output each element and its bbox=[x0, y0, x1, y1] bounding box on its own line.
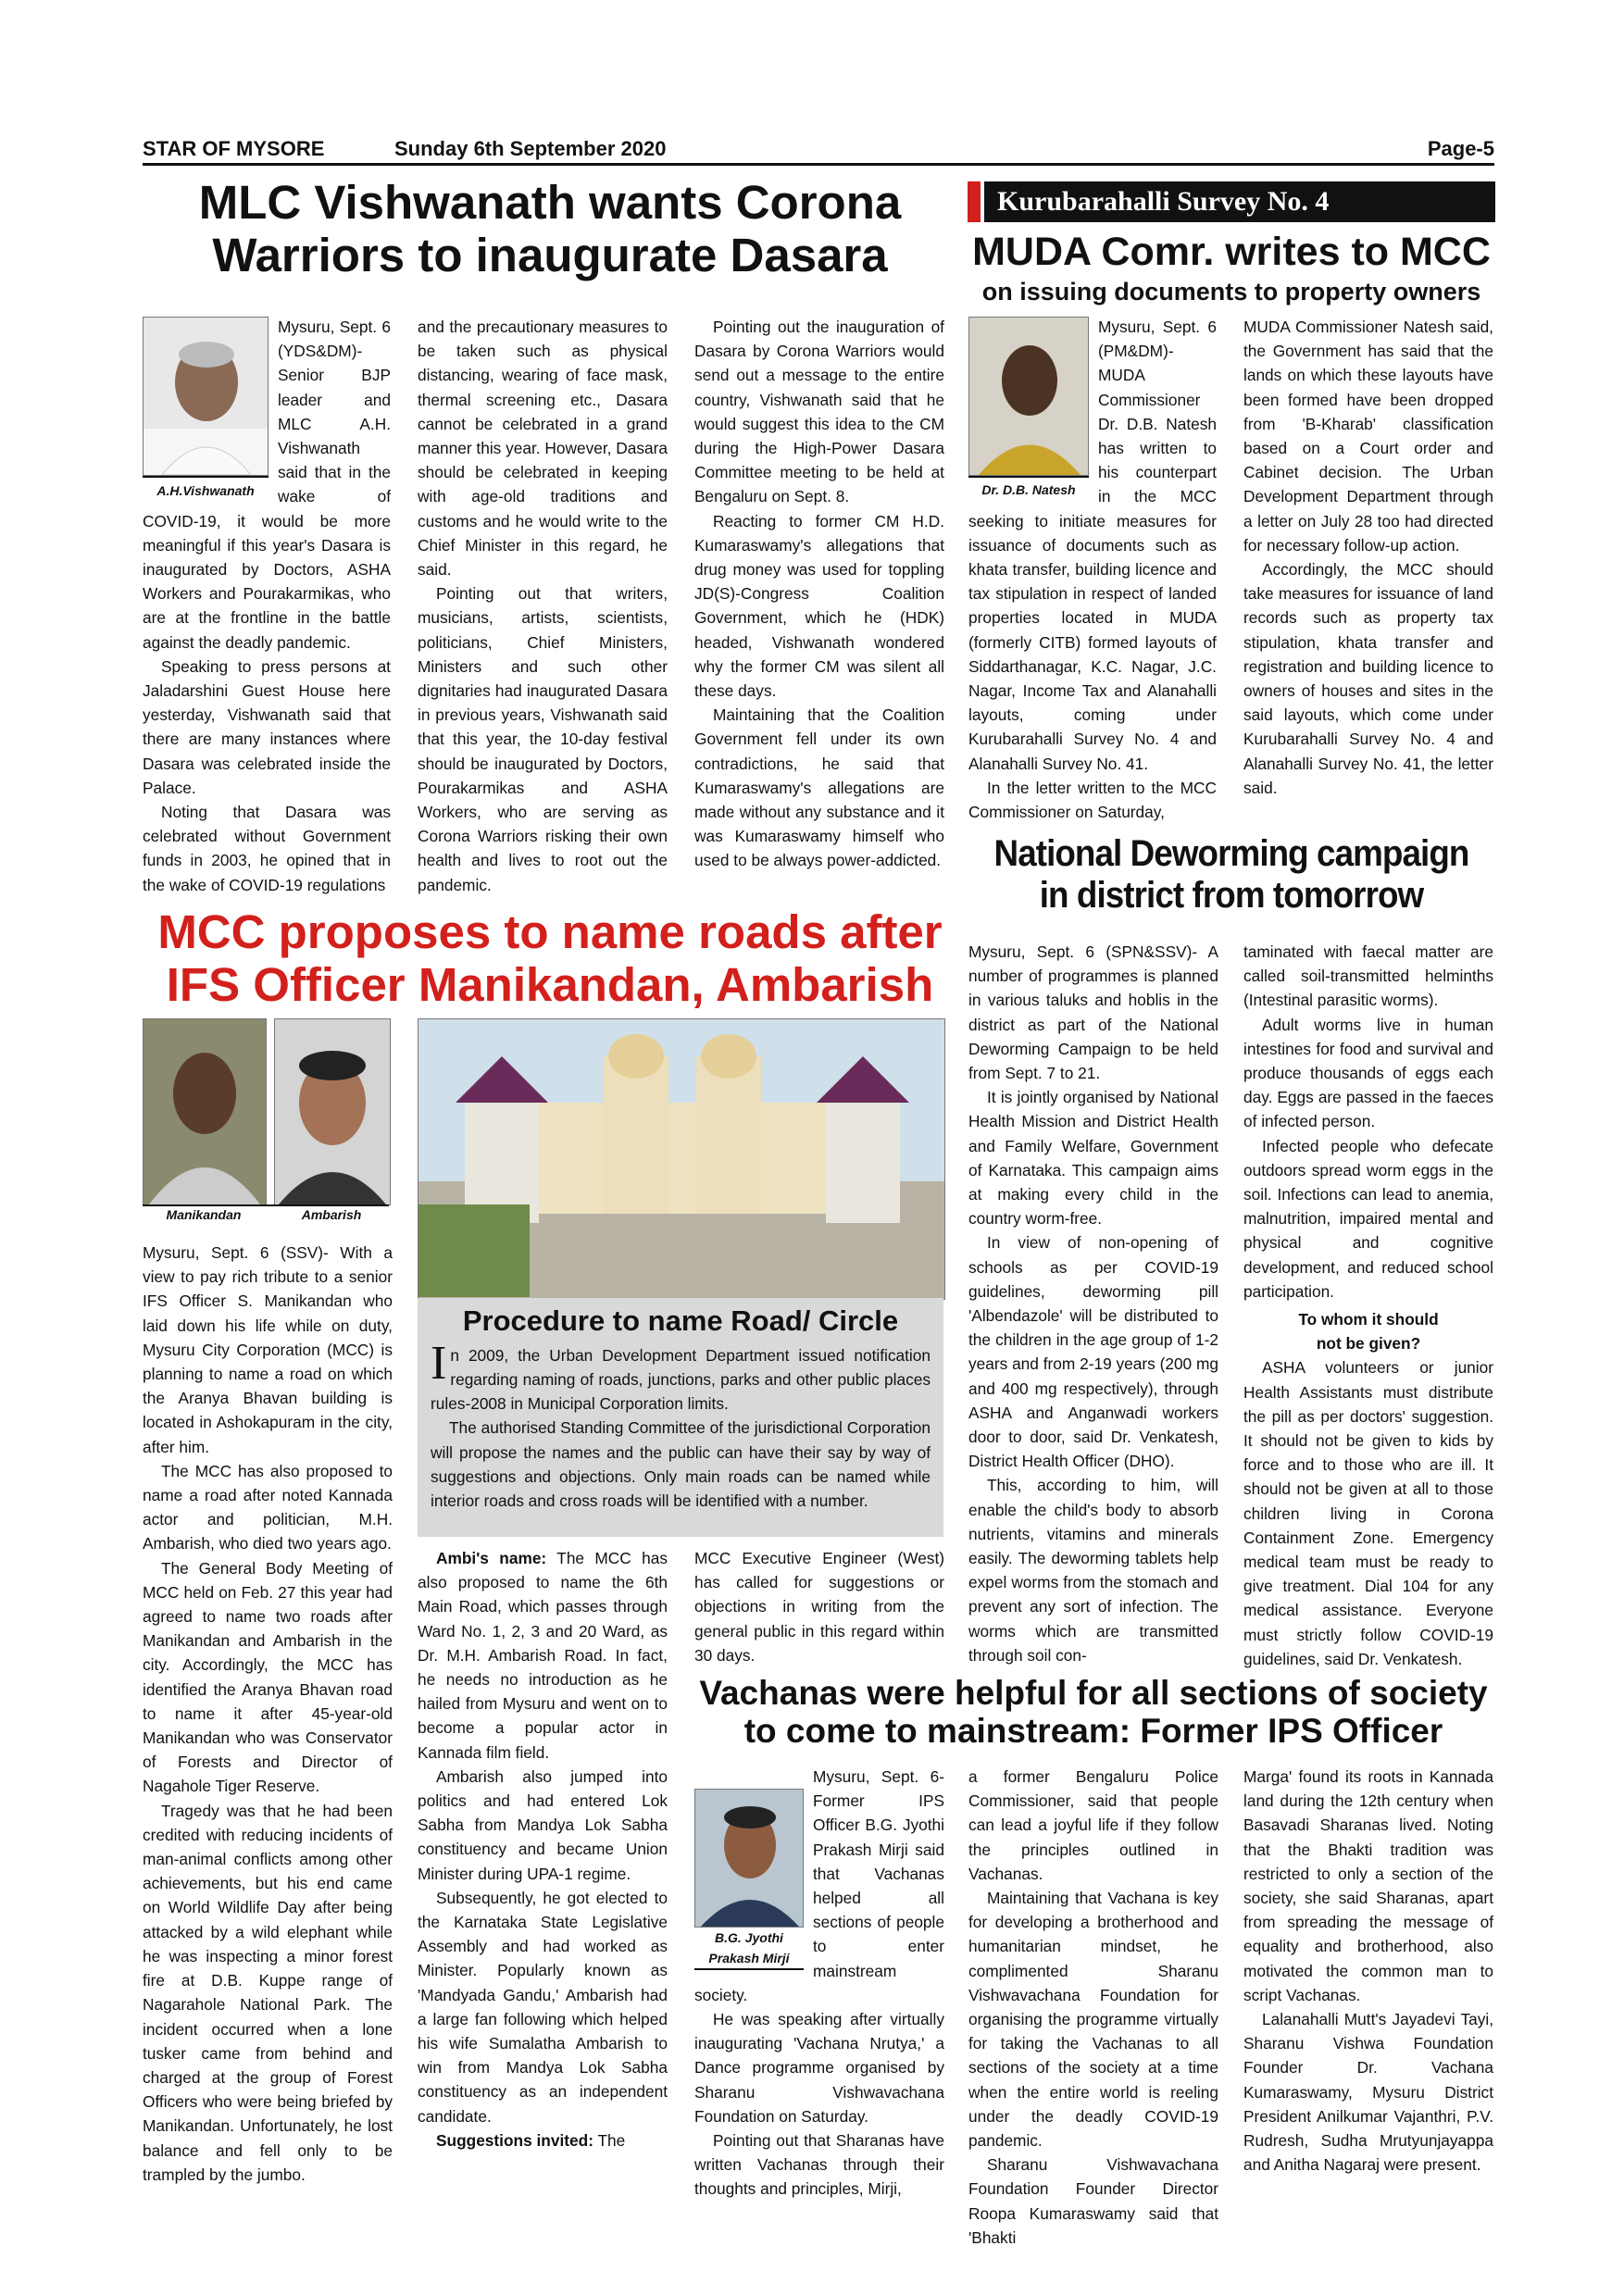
story2-col2-p1: MUDA Commissioner Natesh said, the Government has said that the lands on which these layouts have been formed have been dropped from 'B-Kharab' classification based on a Court order and Cabinet decision. The Urban Development Department through a letter on July 28 too had directed for necessary follow-up action. bbox=[1243, 318, 1493, 555]
story3-headline bbox=[143, 905, 957, 1011]
story1-column-1 bbox=[143, 315, 391, 897]
story5-headline-line2: to come to mainstream: Former IPS Officer bbox=[743, 1712, 1443, 1751]
story1-col2-p2: Pointing out that writers, musicians, artists, scientists, politicians, Chief Ministers, Ministers and such other dignitaries had inaugurated Dasara in previous years, Vishwanath said that this year, the 10-day festival should be inaugurated by Doctors, Pourakarmikas and ASHA Workers, who are serving as Corona Warriors risking their own health and lives to root out the pandemic. bbox=[418, 584, 668, 894]
story1-col3-p2: Reacting to former CM H.D. Kumaraswamy's allegations that drug money was used for toppling JD(S)-Congress Coalition Government, which he (HDK) headed, Vishwanath wondered why the former CM was silent all these days. bbox=[694, 511, 944, 701]
mcc-building-photo bbox=[418, 1018, 945, 1300]
story5-col3-p2: Lalanahalli Mutt's Jayadevi Tayi, Sharanu Vishwa Foundation Founder Dr. Vachana Kumaraswamy, Mysuru District President Anilkumar Vajanthri, P.V. Rudresh, Sudha Mrutyunjayappa and Anitha Nagaraj were present. bbox=[1243, 2010, 1493, 2175]
story5-photo-block bbox=[694, 1789, 804, 1970]
story4-column-1 bbox=[968, 940, 1218, 1667]
story4-col1-p1: Mysuru, Sept. 6 (SPN&SSV)- A number of programmes is planned in various taluks and hoblis in the district as part of the National Deworming Campaign to be held from Sept. 7 to 21. bbox=[968, 942, 1218, 1083]
story2-photo-block bbox=[968, 317, 1089, 502]
story4-subhead-line2: not be given? bbox=[1316, 1334, 1421, 1354]
story3-col2-p3: Subsequently, he got elected to the Karnataka State Legislative Assembly and had worked as Minister. Popularly known as 'Mandyada Gandu,' Ambarish had a large fan following which helped his wife Sumalatha Ambarish to win from Mandya Lok Sabha constituency as an independent candidate. bbox=[418, 1888, 668, 2126]
story2-column-2 bbox=[1243, 315, 1493, 800]
story1-col1-p1: Mysuru, Sept. 6 (YDS&DM)- Senior BJP leader and MLC A.H. Vishwanath said that in the wake of COVID-19, it would be more meaningful if this year's Dasara is inaugurated by Doctors, ASHA Workers and Pourakarmikas, who are at the frontline in the battle against the deadly pandemic. bbox=[143, 318, 391, 652]
story3-col1-p1: Mysuru, Sept. 6 (SSV)- With a view to pay rich tribute to a senior IFS Officer S. Manikandan who laid down his life while on duty, Mysuru City Corporation (MCC) is planning to name a road on which the Aranya Bhavan building is located in Ashokapuram in the city, after him. bbox=[143, 1243, 393, 1456]
story4-col1-p4: This, according to him, will enable the child's body to absorb nutrients, vitamins and minerals easily. The deworming tablets help expel worms from the stomach and prevent any sort of infection. The worms which are transmitted through soil con- bbox=[968, 1476, 1218, 1665]
procedure-dropcap: I bbox=[431, 1336, 447, 1390]
page-number: Page-5 bbox=[1427, 137, 1494, 160]
story2-band bbox=[968, 181, 1495, 226]
ambi-name-subhead: Ambi's name: bbox=[436, 1549, 547, 1567]
story2-column-1 bbox=[968, 315, 1217, 824]
story3-col2-tail: The bbox=[597, 2130, 626, 2150]
story5-column-1 bbox=[694, 1765, 944, 2202]
procedure-box-title: Procedure to name Road/ Circle bbox=[462, 1304, 899, 1337]
story2-band-label: Kurubarahalli Survey No. 4 bbox=[984, 181, 1495, 222]
story3-caption-rule bbox=[143, 1204, 389, 1206]
story5-caption-line2: Prakash Mirji bbox=[694, 1948, 804, 1970]
story5-headline-line1: Vachanas were helpful for all sections of society bbox=[699, 1674, 1488, 1712]
story3-headline-line1: MCC proposes to name roads after bbox=[157, 905, 943, 958]
manikandan-caption: Manikandan bbox=[166, 1207, 242, 1222]
story1-column-2 bbox=[418, 315, 668, 897]
story2-col1-p1: Mysuru, Sept. 6 (PM&DM)- MUDA Commissioner Dr. D.B. Natesh has written to his counterpart in the MCC seeking to initiate measures for issuance of documents such as khata transfer, building licence and tax stipulation in respect of landed properties located in MUDA (formerly CITB) formed layouts of Siddarthanagar, K.C. Nagar, J.C. Nagar, Income Tax and Alanahalli layouts, coming under Kurubarahalli Survey No. 4 and Alanahalli Survey No. 41. bbox=[968, 318, 1217, 773]
mirji-photo bbox=[694, 1789, 804, 1928]
story5-col1-p2: He was speaking after virtually inaugurating 'Vachana Nrutya,' a Dance programme organised by Sharanu Vishwavachana Foundation on Saturday. bbox=[694, 2010, 944, 2126]
ambarish-caption: Ambarish bbox=[301, 1207, 362, 1222]
story1-col2-p1: and the precautionary measures to be taken such as physical distancing, wearing of face mask, thermal screening etc., Dasara cannot be celebrated in a grand manner this year. However, Dasara should be celebrated in keeping with age-old traditions and customs and he would write to the Chief Minister in this regard, he said. bbox=[418, 318, 668, 580]
story2-headline: MUDA Comr. writes to MCC bbox=[972, 230, 1491, 274]
story4-col2-p3: Infected people who defecate outdoors spread worm eggs in the soil. Infections can lead to anemia, malnutrition, impaired mental and physical and cognitive development, and reduced school participation. bbox=[1243, 1136, 1493, 1301]
story3-column-3 bbox=[694, 1546, 944, 1667]
procedure-box-p2: The authorised Standing Committee of the jurisdictional Corporation will propose the names and the public can have their say by way of suggestions and objections. Only main roads can be named while interior roads and cross roads will be identified with a number. bbox=[431, 1418, 931, 1510]
story1-col1-p2: Speaking to press persons at Jaladarshini Guest House here yesterday, Vishwanath said that there are many instances where Dasara was celebrated inside the Palace. bbox=[143, 656, 391, 797]
story4-headline-line1: National Deworming campaign bbox=[993, 833, 1469, 874]
story3-col1-p3: The General Body Meeting of MCC held on Feb. 27 this year had agreed to name two roads after Manikandan and Ambarish in the city. Accordingly, the MCC has identified the Aranya Bhavan road to name it after 45-year-old Manikandan who was Conservator of Forests and Director of Nagahole Tiger Reserve. bbox=[143, 1558, 393, 1796]
story4-column-2 bbox=[1243, 940, 1493, 1671]
publication-name: STAR OF MYSORE bbox=[143, 137, 325, 160]
story5-headline bbox=[693, 1674, 1494, 1751]
masthead-rule bbox=[143, 163, 1494, 166]
story3-column-2 bbox=[418, 1546, 668, 2152]
story4-headline-line2: in district from tomorrow bbox=[1039, 874, 1424, 916]
story4-subhead-line1: To whom it should bbox=[1298, 1310, 1439, 1329]
suggestions-subhead: Suggestions invited: bbox=[436, 2130, 593, 2150]
ambarish-photo bbox=[274, 1018, 391, 1205]
story5-photo-caption bbox=[694, 1928, 804, 1970]
story4-col1-p3: In view of non-opening of schools as per COVID-19 guidelines, deworming pill 'Albendazole' will be distributed to the children in the age group of 1-2 years and from 2-19 years (200 mg and 400 mg respectively), through ASHA and Anganwadi workers door to door, said Dr. Venkatesh, District Health Officer (DHO). bbox=[968, 1233, 1218, 1471]
story2-col2-p2: Accordingly, the MCC should take measures for issuance of land records such as property tax stipulation, khata transfer and registration and building licence to owners of houses and sites in the said layouts, which come under Kurubarahalli Survey No. 4 and Alanahalli Survey No. 41, the letter said. bbox=[1243, 560, 1493, 797]
vishwanath-photo bbox=[143, 317, 269, 476]
story2-subheadline: on issuing documents to property owners bbox=[981, 278, 1481, 306]
story3-headline-line2: IFS Officer Manikandan, Ambarish bbox=[166, 958, 934, 1012]
story1-photo-block bbox=[143, 317, 269, 503]
story5-col1-p1: Mysuru, Sept. 6- Former IPS Officer B.G. Jyothi Prakash Mirji said that Vachanas helped all sections of people to enter mainstream society. bbox=[694, 1767, 944, 2004]
story3-column-1 bbox=[143, 1241, 393, 2187]
story1-photo-caption: A.H.Vishwanath bbox=[143, 476, 269, 503]
story5-col2-p2: Maintaining that Vachana is key for developing a brotherhood and humanitarian mindset, he complimented Sharanu Vishwavachana Foundation for organising the programme virtually for taking the Vachanas to all sections of the society at a time when the entire world is reeling under the deadly COVID-19 pandemic. bbox=[968, 1889, 1218, 2151]
story4-headline bbox=[989, 833, 1474, 917]
story5-caption-line1: B.G. Jyothi bbox=[715, 1930, 783, 1945]
procedure-box-body bbox=[431, 1336, 931, 1513]
story4-col2-p1: taminated with faecal matter are called soil-transmitted helminths (Intestinal parasitic worms). bbox=[1243, 942, 1493, 1010]
story2-col1-p2: In the letter written to the MCC Commissioner on Saturday, bbox=[968, 778, 1217, 822]
story1-headline bbox=[143, 176, 957, 281]
natesh-photo bbox=[968, 317, 1089, 476]
band-red-accent bbox=[968, 181, 981, 222]
manikandan-photo bbox=[143, 1018, 267, 1205]
story5-col3-p1: Marga' found its roots in Kannada land during the 12th century when Basavadi Sharanas lived. Noting that the Bhakti tradition was restricted to only a section of the society, she said Sharanas, apart from spreading the message of equality and brotherhood, also motivated the common man to script Vachanas. bbox=[1243, 1767, 1493, 2004]
story5-col2-p1: a former Bengaluru Police Commissioner, said that people can lead a joyful life if they follow the principles outlined in Vachanas. bbox=[968, 1767, 1218, 1883]
story4-col1-p2: It is jointly organised by National Health Mission and District Health and Family Welfare, Government of Karnataka. This campaign aims at making every child in the country worm-free. bbox=[968, 1088, 1218, 1229]
story1-col3-p3: Maintaining that the Coalition Government fell under its own contradictions, he said that Kumaraswamy's allegations are made without any substance and it was Kumaraswamy himself who used to be always power-addicted. bbox=[694, 705, 944, 870]
story3-col1-p2: The MCC has also proposed to name a road after noted Kannada actor and politician, M.H. Ambarish, who died two years ago. bbox=[143, 1461, 393, 1554]
story4-subhead bbox=[1243, 1307, 1493, 1355]
story3-col2-p1: The MCC has also proposed to name the 6th Main Road, which passes through Ward No. 1, 2, 3 and 20 Ward, as Dr. M.H. Ambarish Road. In fact, he needs no introduction as he hailed from Mysuru and went on to become a popular actor in Kannada film field. bbox=[418, 1549, 668, 1762]
story1-col1-p3: Noting that Dasara was celebrated without Government funds in 2003, he opined that in the wake of COVID-19 regulations bbox=[143, 803, 391, 894]
story1-column-3 bbox=[694, 315, 944, 873]
story3-col1-p4: Tragedy was that he had been credited with reducing incidents of man-animal conflicts among other achievements, but his end came on World Wildlife Day after being attacked by a wild elephant while he was inspecting a minor forest fire at D.B. Kuppe range of Nagarahole National Park. The incident occurred when a lone tusker came from behind and charged at the group of Forest Officers who were being briefed by Manikandan. Unfortunately, he lost balance and fell only to be trampled by the jumbo. bbox=[143, 1801, 393, 2184]
story5-column-2 bbox=[968, 1765, 1218, 2250]
story5-column-3 bbox=[1243, 1765, 1493, 2177]
issue-date: Sunday 6th September 2020 bbox=[394, 137, 667, 160]
story1-col3-p1: Pointing out the inauguration of Dasara by Corona Warriors would send out a message to the entire country, Vishwanath said that he would suggest this idea to the CM during the High-Power Dasara Committee meeting to be held at Bengaluru on Sept. 8. bbox=[694, 318, 944, 506]
procedure-box-p1 bbox=[431, 1336, 931, 1416]
masthead bbox=[143, 137, 1494, 161]
story1-headline-line2: Warriors to inaugurate Dasara bbox=[212, 229, 888, 282]
story4-col2-p4: ASHA volunteers or junior Health Assistants must distribute the pill as per doctors' suggestion. It should not be given to kids by force and to those who are ill. It should not be given at all to those children living in Corona Containment Zone. Emergency medical team must be ready to give treatment. Dial 104 for any medical assistance. Everyone must strictly follow COVID-19 guidelines, said Dr. Venkatesh. bbox=[1243, 1358, 1493, 1668]
story1-headline-line1: MLC Vishwanath wants Corona bbox=[198, 176, 902, 229]
story3-col2-p2: Ambarish also jumped into politics and had entered Lok Sabha from Mandya Lok Sabha constituency and became Union Minister during UPA-1 regime. bbox=[418, 1766, 668, 1883]
story5-col2-p3: Sharanu Vishwavachana Foundation Founder Director Roopa Kumaraswamy said that 'Bhakti bbox=[968, 2155, 1218, 2247]
procedure-box bbox=[418, 1298, 943, 1537]
story5-col1-p3: Pointing out that Sharanas have written Vachanas through their thoughts and principles, Mirji, bbox=[694, 2131, 944, 2199]
story3-col3-p1: MCC Executive Engineer (West) has called for suggestions or objections in writing from the general public in this regard within 30 days. bbox=[694, 1549, 944, 1665]
story4-col2-p2: Adult worms live in human intestines for food and survival and produce thousands of eggs each day. Eggs are passed in the faeces of infected person. bbox=[1243, 1015, 1493, 1131]
story2-photo-caption: Dr. D.B. Natesh bbox=[968, 476, 1089, 502]
procedure-box-p1-text: n 2009, the Urban Development Department issued notification regarding naming of roads, junctions, parks and other public places rules-2008 in Municipal Corporation limits. bbox=[431, 1345, 931, 1414]
